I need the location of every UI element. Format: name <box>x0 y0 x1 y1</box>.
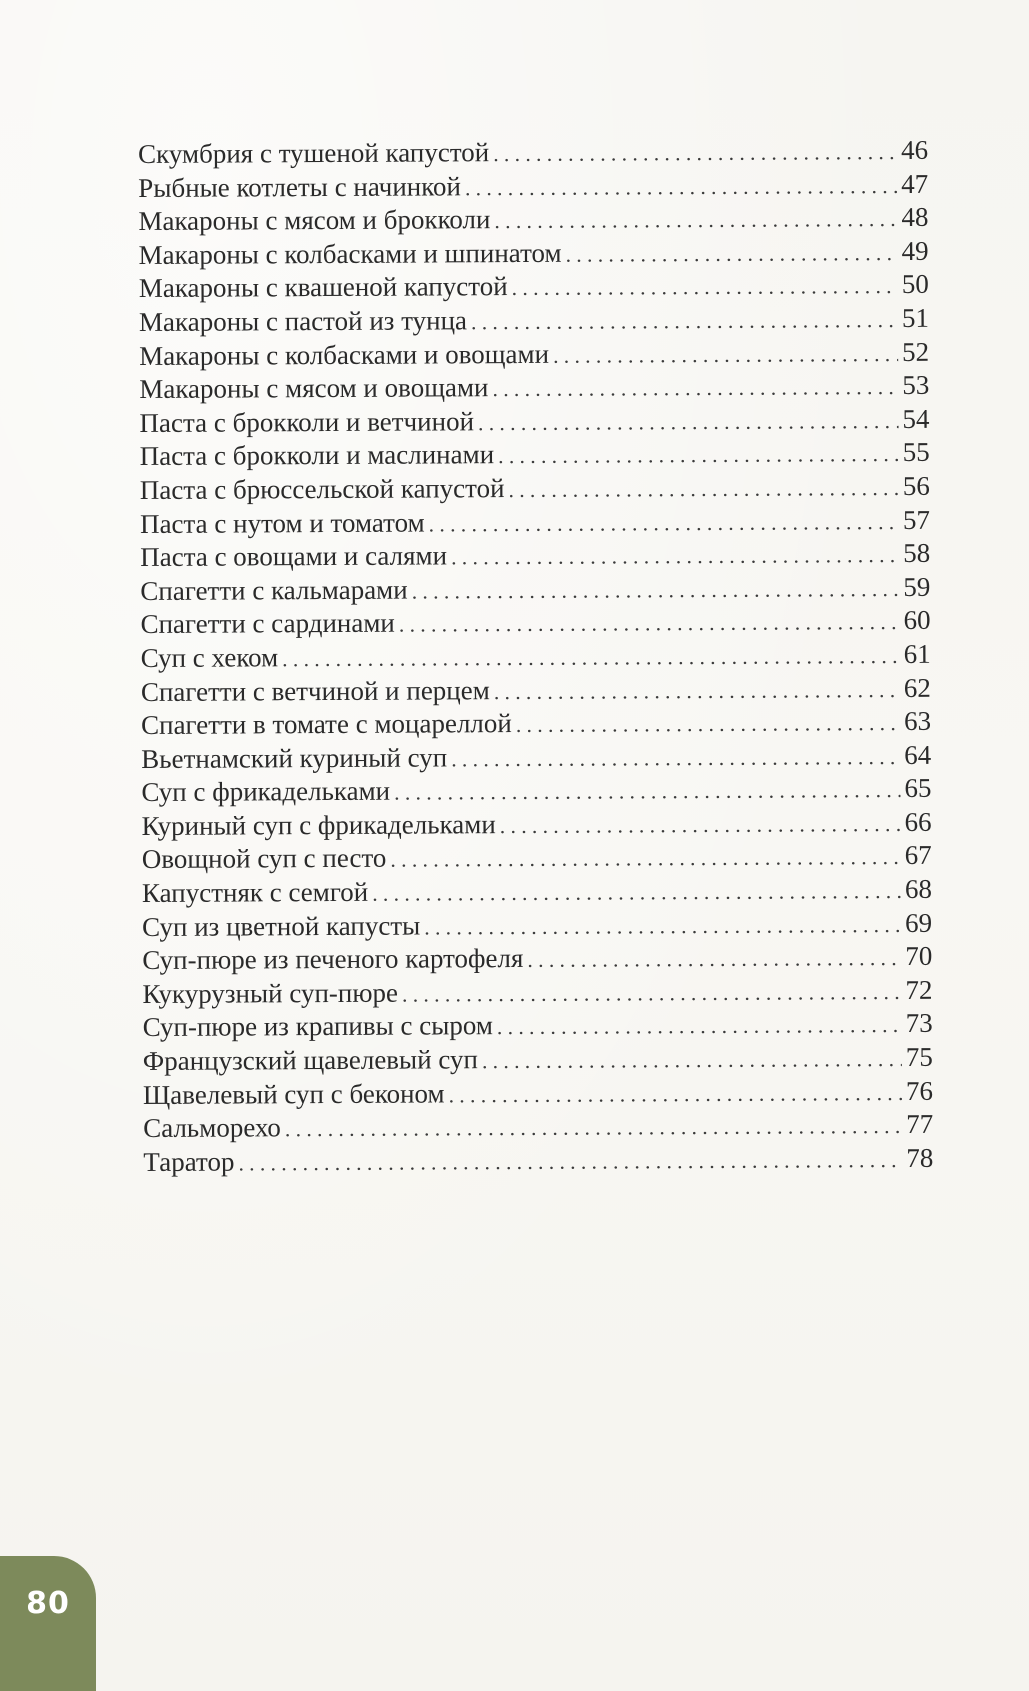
dot-leader <box>493 135 897 171</box>
entry-page-number: 72 <box>905 974 933 1005</box>
toc-entry <box>141 739 931 777</box>
toc-entry <box>141 705 931 743</box>
dot-leader <box>285 1109 902 1146</box>
dot-leader <box>508 471 899 507</box>
dot-leader <box>399 605 900 641</box>
entry-page-number: 55 <box>902 437 930 468</box>
dot-leader <box>478 404 899 440</box>
toc-entry <box>139 335 929 373</box>
toc-entry <box>140 537 930 575</box>
entry-title: Паста с брокколи и маслинами <box>139 439 495 472</box>
dot-leader <box>553 337 898 372</box>
toc-entry <box>142 974 932 1012</box>
entry-page-number: 73 <box>905 1008 933 1039</box>
entry-page-number: 61 <box>903 638 931 669</box>
dot-leader <box>465 169 898 205</box>
toc-entry <box>138 134 928 172</box>
entry-page-number: 64 <box>904 739 932 770</box>
entry-page-number: 77 <box>906 1109 934 1140</box>
page-number: 80 <box>26 1586 70 1621</box>
toc-entry <box>143 1142 933 1180</box>
entry-page-number: 53 <box>902 370 930 401</box>
entry-page-number: 68 <box>904 873 933 905</box>
toc-entry <box>140 503 930 541</box>
entry-page-number: 56 <box>902 470 930 501</box>
toc-entry <box>142 839 932 877</box>
dot-leader <box>498 437 899 473</box>
table-of-contents <box>138 134 933 1180</box>
toc-entry <box>143 1007 933 1045</box>
toc-entry <box>140 571 930 609</box>
entry-title: Скумбрия с тушеной капустой <box>138 137 490 169</box>
dot-leader <box>448 1076 902 1112</box>
entry-page-number: 52 <box>902 336 930 367</box>
toc-entry <box>142 907 932 945</box>
toc-entry <box>141 638 931 676</box>
entry-title: Суп с хеком <box>140 642 279 673</box>
entry-page-number: 54 <box>902 403 930 434</box>
dot-leader <box>402 975 902 1011</box>
toc-entry <box>143 1074 933 1112</box>
entry-title: Спагетти с ветчиной и перцем <box>140 674 490 707</box>
dot-leader <box>492 370 898 406</box>
dot-leader <box>429 505 900 541</box>
dot-leader <box>282 639 900 676</box>
entry-title: Сальморехо <box>143 1112 281 1144</box>
toc-entry <box>143 1108 933 1146</box>
entry-page-number: 59 <box>903 571 931 602</box>
entry-title: Макароны с пастой из тунца <box>138 305 468 337</box>
entry-title: Паста с брюссельской капустой <box>139 473 505 505</box>
toc-entry <box>143 1041 933 1079</box>
toc-entry <box>139 369 929 407</box>
entry-title: Суп-пюре из печеного картофеля <box>142 943 524 976</box>
dot-leader <box>394 773 901 809</box>
toc-entry <box>138 201 928 239</box>
dot-leader <box>527 941 901 977</box>
entry-page-number: 69 <box>905 907 933 938</box>
dot-leader <box>471 303 898 339</box>
entry-page-number: 60 <box>903 605 931 636</box>
toc-entry <box>140 604 930 642</box>
entry-title: Паста с нутом и томатом <box>139 507 425 539</box>
dot-leader <box>500 807 901 843</box>
entry-title: Капустняк с семгой <box>141 876 369 909</box>
entry-title: Спагетти с сардинами <box>140 607 395 640</box>
entry-page-number: 46 <box>900 134 929 166</box>
entry-page-number: 51 <box>901 302 930 333</box>
dot-leader <box>451 740 900 776</box>
entry-title: Спагетти с кальмарами <box>140 574 408 606</box>
entry-title: Вьетнамский куриный суп <box>141 742 448 774</box>
entry-title: Кукурузный суп-пюре <box>142 977 399 1009</box>
entry-page-number: 48 <box>901 202 929 233</box>
toc-entry <box>141 772 931 810</box>
toc-entry <box>140 470 930 508</box>
entry-title: Рыбные котлеты с начинкой <box>138 170 461 203</box>
entry-page-number: 66 <box>904 806 932 837</box>
entry-page-number: 76 <box>905 1075 934 1106</box>
toc-entry <box>139 235 929 273</box>
entry-title: Суп с фрикадельками <box>141 775 391 808</box>
entry-page-number: 58 <box>903 537 931 569</box>
dot-leader <box>372 874 901 910</box>
entry-title: Паста с брокколи и ветчиной <box>139 405 475 438</box>
toc-entry <box>142 806 932 844</box>
dot-leader <box>512 269 898 305</box>
entry-title: Таратор <box>143 1146 235 1177</box>
entry-title: Щавелевый суп с беконом <box>142 1078 445 1110</box>
entry-page-number: 47 <box>901 168 929 199</box>
entry-title: Макароны с мясом и брокколи <box>138 204 491 237</box>
toc-entry <box>139 302 929 340</box>
dot-leader <box>497 1008 902 1044</box>
entry-title: Макароны с мясом и овощами <box>139 372 489 405</box>
dot-leader <box>390 840 901 876</box>
dot-leader <box>482 1042 902 1078</box>
entry-title: Суп-пюре из крапивы с сыром <box>142 1010 493 1043</box>
entry-title: Куриный суп с фрикадельками <box>141 809 496 841</box>
entry-page-number: 57 <box>902 504 931 535</box>
entry-title: Макароны с квашеной капустой <box>138 271 508 304</box>
entry-page-number: 70 <box>905 941 933 972</box>
toc-entry <box>142 873 932 911</box>
entry-page-number: 63 <box>903 705 932 737</box>
dot-leader <box>451 538 899 574</box>
entry-page-number: 62 <box>903 672 931 703</box>
toc-entry <box>142 940 932 978</box>
dot-leader <box>412 572 900 608</box>
entry-page-number: 67 <box>904 840 932 871</box>
dot-leader <box>494 673 900 709</box>
toc-entry <box>139 268 929 306</box>
dot-leader <box>565 236 897 271</box>
dot-leader <box>494 202 897 238</box>
entry-page-number: 50 <box>901 269 929 300</box>
entry-title: Спагетти в томате с моцареллой <box>140 708 512 741</box>
entry-title: Суп из цветной капусты <box>142 910 421 942</box>
toc-entry <box>141 671 931 709</box>
dot-leader <box>516 706 900 742</box>
entry-page-number: 65 <box>904 773 932 804</box>
toc-entry <box>140 436 930 474</box>
entry-title: Паста с овощами и салями <box>140 540 448 573</box>
toc-entry <box>139 403 929 441</box>
entry-page-number: 75 <box>905 1041 933 1073</box>
entry-title: Макароны с колбасками и шпинатом <box>138 237 562 270</box>
toc-entry <box>138 167 928 205</box>
entry-title: Французский щавелевый суп <box>142 1044 479 1077</box>
dot-leader <box>424 908 901 944</box>
entry-page-number: 78 <box>906 1142 934 1173</box>
entry-title: Овощной суп с песто <box>141 843 387 875</box>
dot-leader <box>238 1143 902 1180</box>
entry-page-number: 49 <box>901 235 929 266</box>
entry-title: Макароны с колбасками и овощами <box>139 338 550 371</box>
page-number-tab <box>0 1556 96 1691</box>
